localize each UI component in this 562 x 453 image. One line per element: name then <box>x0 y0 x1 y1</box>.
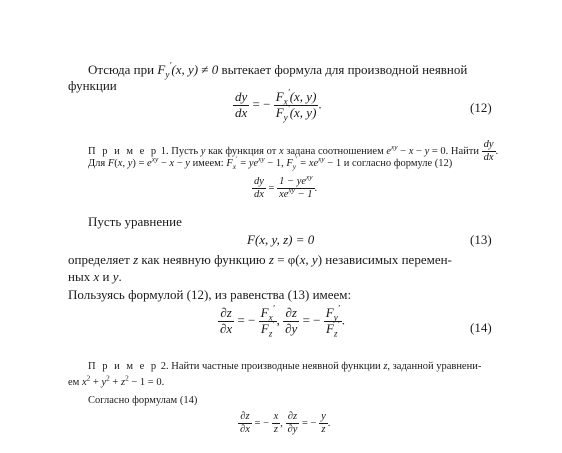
example-1-label: П р и м е р <box>88 145 159 157</box>
defines-line-2: ных x и y. <box>68 269 122 284</box>
let-equation-text: Пусть уравнение <box>88 214 182 229</box>
formula-14: $\frac{\partial z}{\partial x}$ = − $\frac{F_x'}{F_z'}$ , $\frac{\partial z}{\partial y}$ = − $\frac{F_y'}{F_z'}$ . <box>220 303 345 339</box>
example-2-result: $\frac{\partial z}{\partial x}$ = − $\frac{x}{z}$ , $\frac{\partial z}{\partial y}$ = − $\frac{y}{z}$ . <box>240 411 331 436</box>
according-to-formulas-text: Согласно формулам (14) <box>88 395 198 406</box>
formula-12-lhs: $\frac{dy}{dx}$ <box>235 89 248 120</box>
example-1-result: $\frac{dy}{dx}$ = $\frac{1 - ye^{xy}}{xe^{xy} - 1}$ . <box>254 172 318 201</box>
example-2-line-2: ем $x^2 + y^2 + z^2 - 1 = 0$. <box>68 373 165 388</box>
equation-number-14: (14) <box>470 320 492 335</box>
intro-text-post: вытекает формула для производной неявной <box>218 62 468 77</box>
example-1-line-1: П р и м е р 1. Пусть y как функция от x задана соотношением $e^{xy} - x - y = 0$. Найти $\frac{dy}{dx}$ . <box>88 139 499 164</box>
defines-line-1: определяет z как неявную функцию z = φ(x, y) независимых перемен- <box>68 252 452 267</box>
intro-condition: $F_y'(x$, y) ≠ 0 <box>157 60 219 80</box>
example-1-result-rhs: $\frac{1 - ye^{xy}}{xe^{xy} - 1}$ <box>279 172 313 201</box>
example-1-line-2: Для F(x, $y) = e^{xy} - x - y$ имеем: $F_x' = ye^{xy} - 1$, $F_y' = xe^{xy} - 1$ и согласно формуле (12) <box>88 154 453 172</box>
using-formula-text: Пользуясь формулой (12), из равенства (13) имеем: <box>68 287 352 302</box>
example-1-find: $\frac{dy}{dx}$ <box>483 139 494 164</box>
formula-12: $\frac{dy}{dx}$ = − $\frac{F_x'(x, y)}{F_y'(x, y)}$ . <box>235 87 322 123</box>
equation-number-13: (13) <box>470 232 492 247</box>
intro-line-2: функции <box>68 78 117 93</box>
example-2-label: П р и м е р <box>88 361 159 372</box>
formula-12-rhs-den: $F_y'(x$, y) <box>275 103 317 123</box>
equation-number-12: (12) <box>470 100 492 115</box>
equation-13: F(x, y, z) = 0 <box>247 232 315 247</box>
intro-text-pre: Отсюда при <box>88 62 158 77</box>
formula-12-rhs-num: $F_x'(x$, y) <box>275 87 317 107</box>
intro-line-1 <box>88 62 467 78</box>
example-2-line-1: П р и м е р 2. Найти частные производные неявной функции z, заданной уравнени- <box>88 361 482 372</box>
